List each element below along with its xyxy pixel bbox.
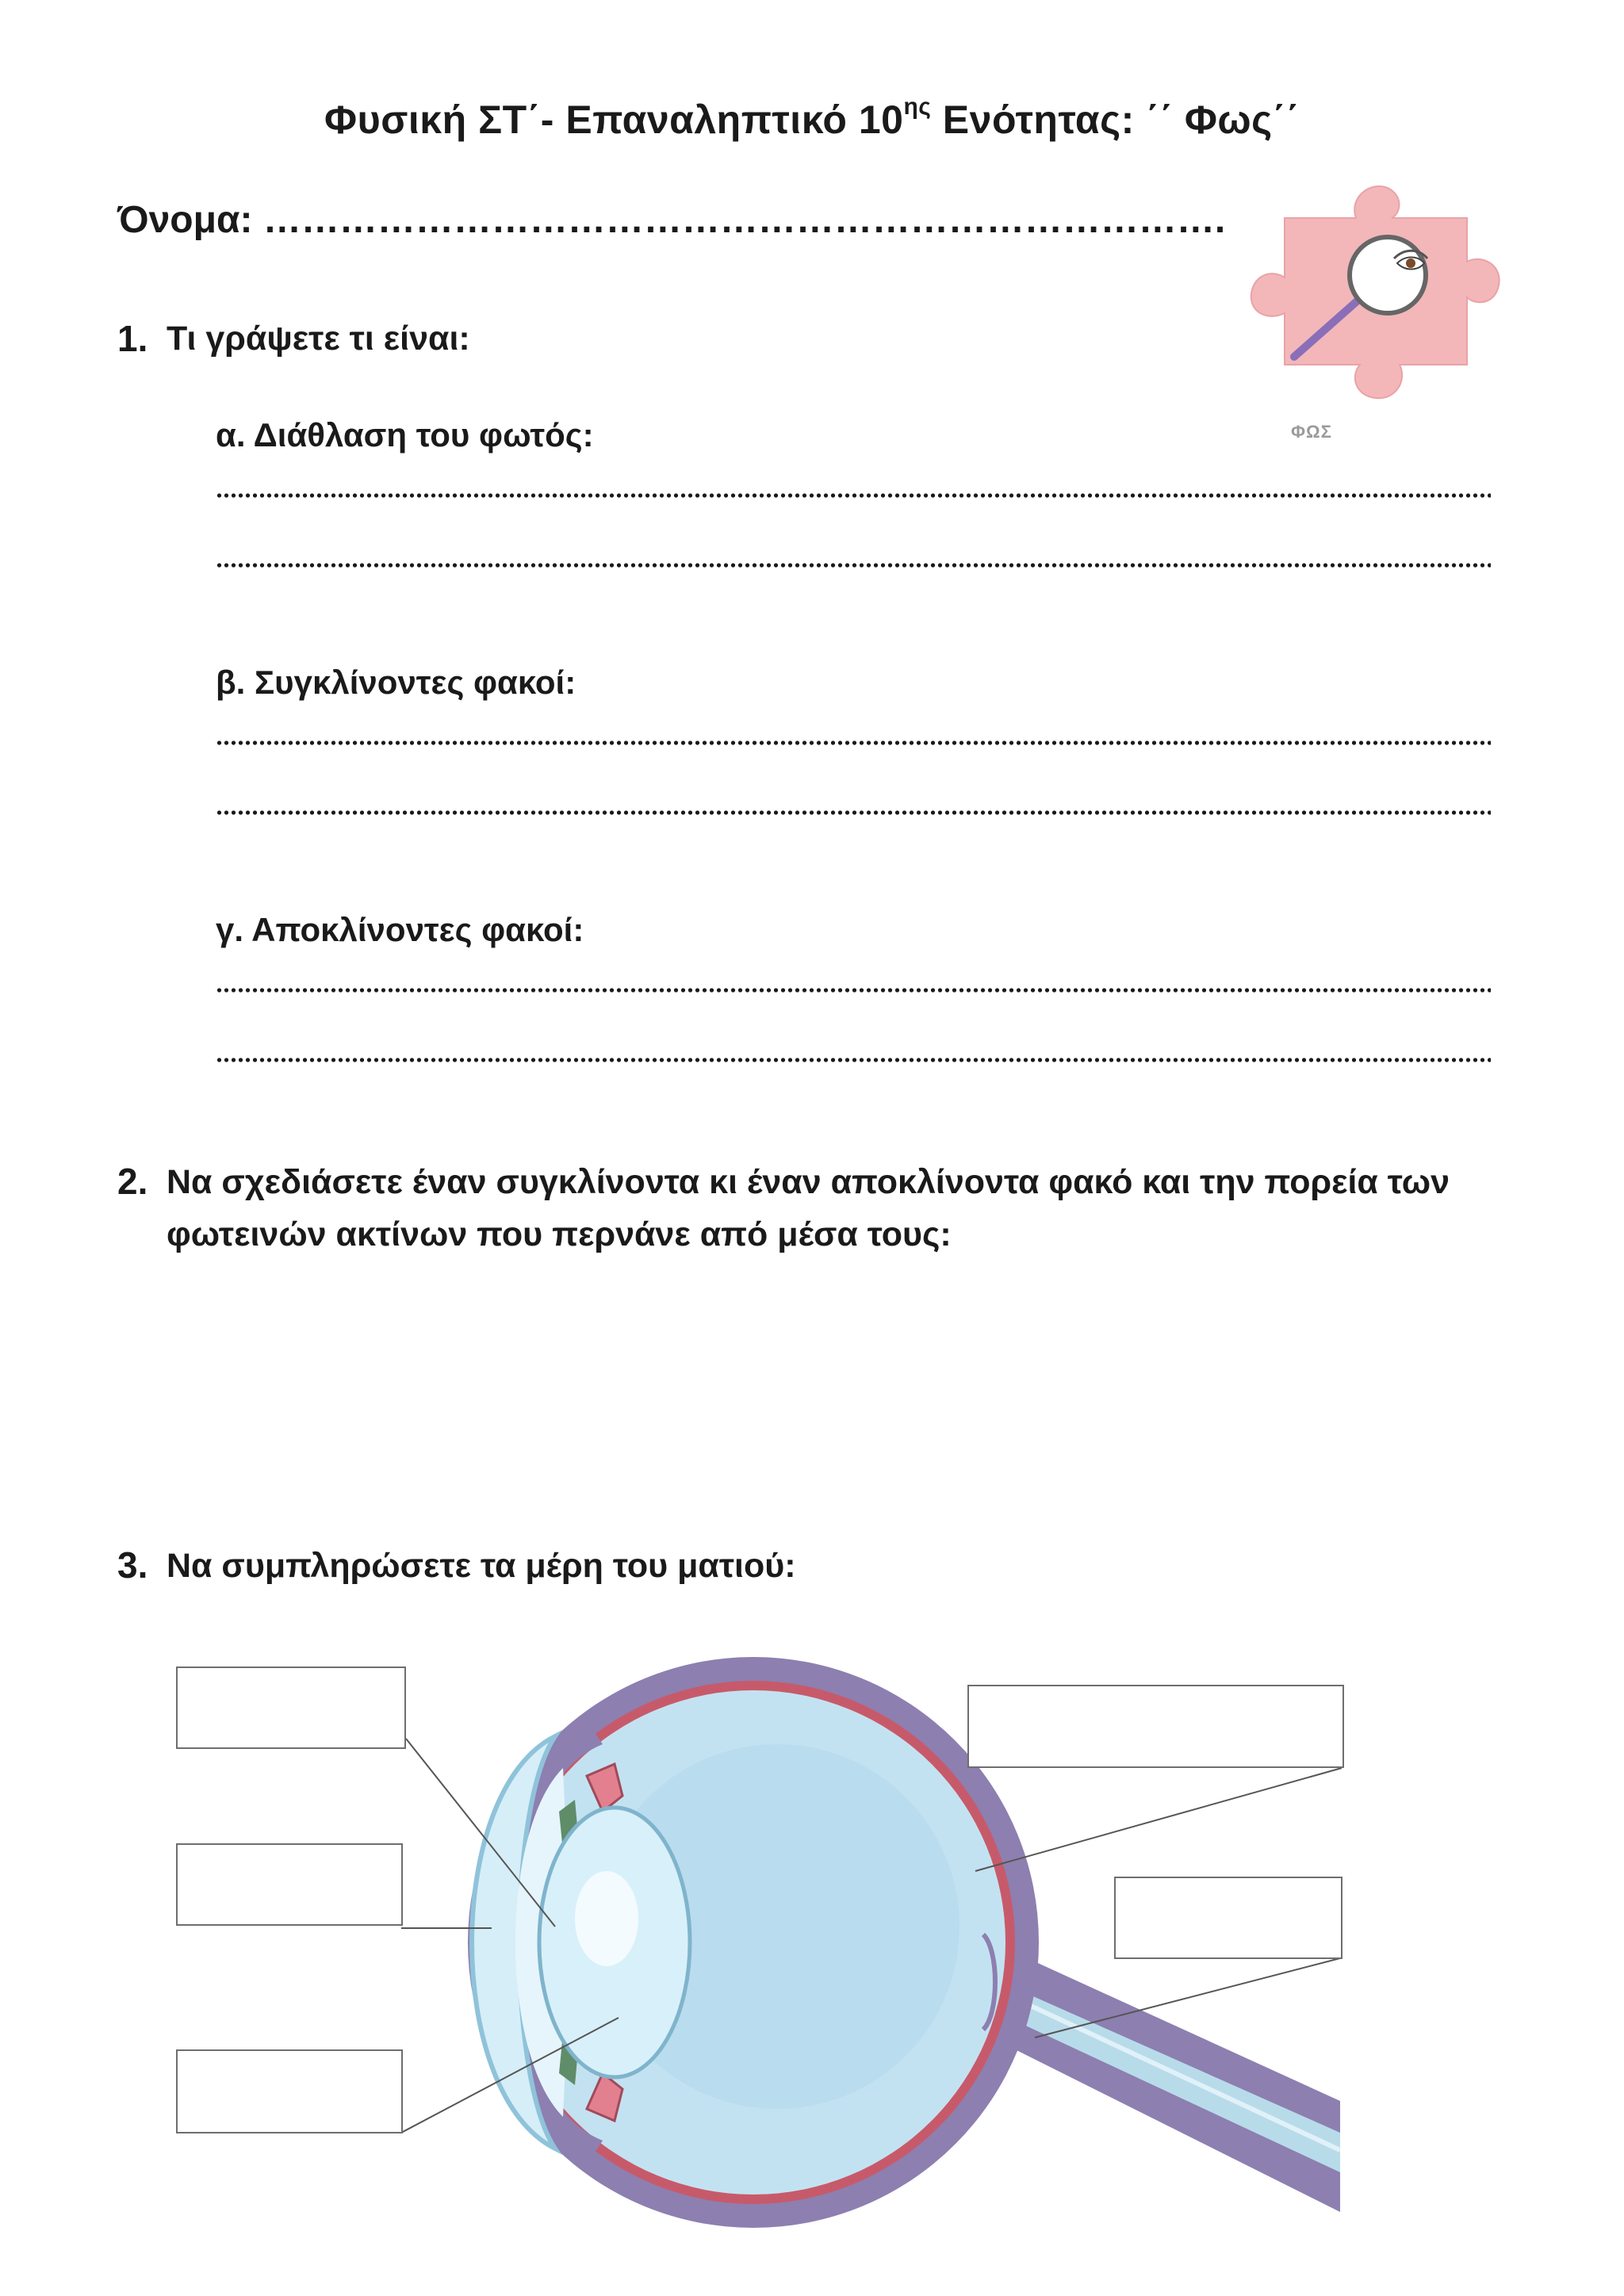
eye-label-box[interactable] [1114, 1877, 1342, 1959]
puzzle-label: ΦΩΣ [1291, 422, 1332, 442]
question1-item-b: β. Συγκλίνοντες φακοί: [216, 664, 576, 701]
eye-label-box[interactable] [176, 1667, 406, 1749]
question1-text: Τι γράψετε τι είναι: [167, 320, 470, 358]
question1-item-a: α. Διάθλαση του φωτός: [216, 416, 594, 453]
answer-line[interactable] [216, 739, 1491, 747]
eye-label-box[interactable] [176, 2049, 403, 2133]
answer-line[interactable] [216, 492, 1491, 499]
title-rest: Ενότητας: ΄΄ Φως΄΄ [931, 98, 1300, 142]
eye-label-box[interactable] [967, 1685, 1344, 1768]
question3-number: 3. [117, 1544, 148, 1586]
question2-line1: Να σχεδιάσετε έναν συγκλίνοντα κι έναν αποκλίνοντα φακό και την πορεία των [167, 1163, 1450, 1201]
name-label: Όνομα: [117, 199, 253, 241]
answer-line[interactable] [216, 986, 1491, 994]
question1-item-c: γ. Αποκλίνοντες φακοί: [216, 911, 584, 948]
title-main: Φυσική ΣΤ΄- Επαναληπτικό 10 [324, 98, 904, 142]
eye-label-box[interactable] [176, 1843, 403, 1926]
name-dots: …………………………………………………………………. [262, 199, 1226, 241]
answer-line[interactable] [216, 809, 1491, 817]
name-field[interactable] [117, 198, 1225, 242]
page-title [0, 94, 1624, 143]
question2-number: 2. [117, 1161, 148, 1202]
title-superscript: ης [903, 94, 932, 121]
question3-text: Να συμπληρώσετε τα μέρη του ματιού: [167, 1547, 796, 1585]
answer-line[interactable] [216, 561, 1491, 569]
question1-number: 1. [117, 318, 148, 359]
answer-line[interactable] [216, 1056, 1491, 1064]
puzzle-magnifier-icon [1229, 174, 1507, 412]
question2-line2: φωτεινών ακτίνων που περνάνε από μέσα τους: [167, 1215, 952, 1253]
